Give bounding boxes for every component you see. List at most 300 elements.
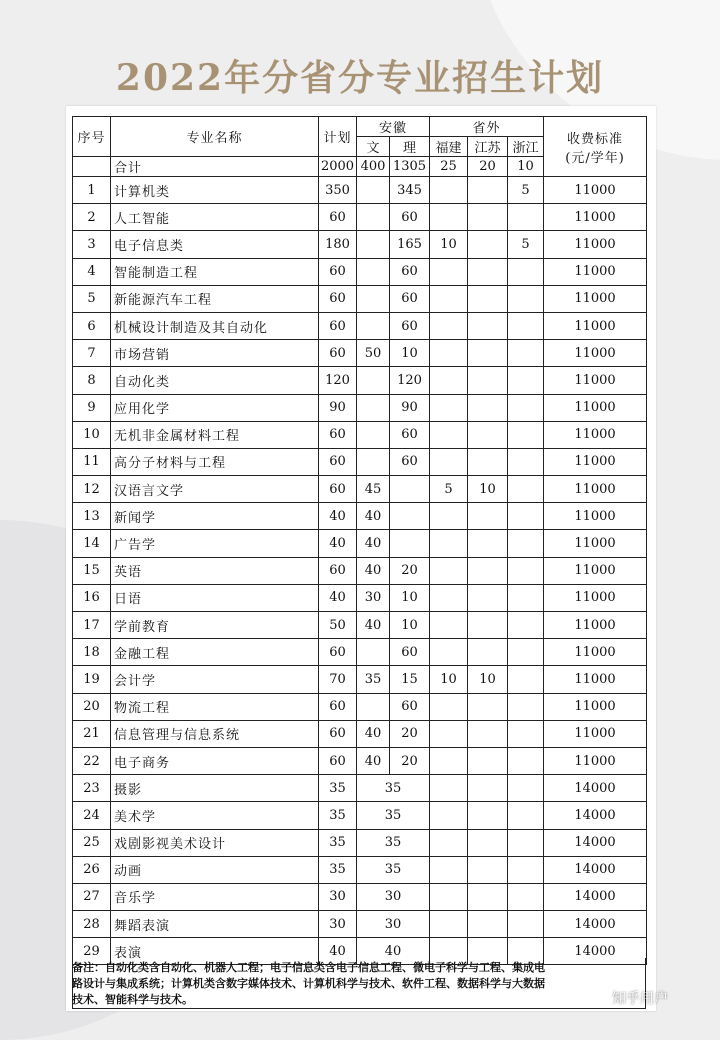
row-fee: 11000 (544, 584, 647, 611)
row-zhejiang (508, 883, 544, 910)
table-row (73, 312, 647, 339)
header-outside: 省外 (430, 117, 544, 137)
row-plan: 30 (319, 911, 357, 938)
row-fujian: 10 (430, 666, 468, 693)
row-plan: 60 (319, 693, 357, 720)
row-fujian (430, 720, 468, 747)
row-fee: 14000 (544, 883, 647, 910)
row-seq: 18 (73, 639, 111, 666)
row-fee: 11000 (544, 639, 647, 666)
table-row (73, 666, 647, 693)
row-fujian (430, 747, 468, 774)
row-fee: 11000 (544, 612, 647, 639)
row-seq: 25 (73, 829, 111, 856)
row-seq: 13 (73, 503, 111, 530)
row-fee: 11000 (544, 340, 647, 367)
row-jiangsu (468, 693, 508, 720)
row-fujian (430, 911, 468, 938)
notes-line: 备注：自动化类含自动化、机器人工程；电子信息类含电子信息工程、微电子科学与工程、集成电 (72, 961, 545, 974)
row-seq: 24 (73, 802, 111, 829)
row-seq: 22 (73, 747, 111, 774)
row-plan: 40 (319, 503, 357, 530)
row-li: 60 (390, 448, 430, 475)
table-row (73, 285, 647, 312)
row-zhejiang (508, 367, 544, 394)
row-anhui-combined: 30 (357, 911, 430, 938)
row-plan: 60 (319, 204, 357, 231)
row-jiangsu: 10 (468, 476, 508, 503)
row-anhui-combined: 30 (357, 883, 430, 910)
row-fee: 11000 (544, 747, 647, 774)
row-plan: 350 (319, 177, 357, 204)
row-wen: 40 (357, 747, 390, 774)
row-wen (357, 693, 390, 720)
row-plan: 60 (319, 340, 357, 367)
row-plan: 60 (319, 312, 357, 339)
row-wen (357, 204, 390, 231)
row-plan: 40 (319, 584, 357, 611)
row-major-name: 音乐学 (111, 883, 319, 910)
row-fee: 14000 (544, 911, 647, 938)
row-major-name: 日语 (111, 584, 319, 611)
table-row (73, 476, 647, 503)
header-anhui: 安徽 (357, 117, 430, 137)
totals-plan: 2000 (319, 157, 357, 177)
table-row (73, 802, 647, 829)
row-fee: 11000 (544, 231, 647, 258)
row-seq: 29 (73, 938, 111, 965)
row-major-name: 英语 (111, 557, 319, 584)
row-plan: 35 (319, 775, 357, 802)
row-seq: 8 (73, 367, 111, 394)
row-zhejiang (508, 720, 544, 747)
row-zhejiang (508, 394, 544, 421)
row-zhejiang (508, 503, 544, 530)
row-plan: 35 (319, 829, 357, 856)
enrollment-plan-table (72, 116, 647, 965)
header-seq: 序号 (73, 117, 111, 157)
row-fujian (430, 394, 468, 421)
row-fujian (430, 285, 468, 312)
table-row (73, 557, 647, 584)
row-jiangsu (468, 177, 508, 204)
row-seq: 2 (73, 204, 111, 231)
row-jiangsu (468, 747, 508, 774)
row-anhui-combined: 35 (357, 775, 430, 802)
row-major-name: 电子信息类 (111, 231, 319, 258)
row-wen: 40 (357, 503, 390, 530)
row-wen (357, 367, 390, 394)
row-fee: 11000 (544, 312, 647, 339)
row-fee: 11000 (544, 394, 647, 421)
table-row (73, 503, 647, 530)
row-jiangsu (468, 503, 508, 530)
table-row (73, 911, 647, 938)
table-row (73, 856, 647, 883)
row-wen: 40 (357, 612, 390, 639)
row-major-name: 戏剧影视美术设计 (111, 829, 319, 856)
row-wen (357, 312, 390, 339)
row-li: 20 (390, 720, 430, 747)
row-seq: 6 (73, 312, 111, 339)
row-plan: 60 (319, 448, 357, 475)
row-zhejiang (508, 747, 544, 774)
row-fujian (430, 775, 468, 802)
row-fee: 11000 (544, 421, 647, 448)
row-fee: 11000 (544, 204, 647, 231)
row-anhui-combined: 35 (357, 802, 430, 829)
row-fujian (430, 448, 468, 475)
row-wen (357, 394, 390, 421)
row-fee: 11000 (544, 720, 647, 747)
row-jiangsu (468, 639, 508, 666)
row-fujian (430, 584, 468, 611)
row-zhejiang: 5 (508, 177, 544, 204)
row-zhejiang (508, 829, 544, 856)
row-major-name: 学前教育 (111, 612, 319, 639)
row-major-name: 无机非金属材料工程 (111, 421, 319, 448)
row-li: 10 (390, 612, 430, 639)
table-row (73, 584, 647, 611)
row-fujian (430, 421, 468, 448)
row-seq: 20 (73, 693, 111, 720)
notes (72, 960, 642, 1008)
row-seq: 17 (73, 612, 111, 639)
row-zhejiang (508, 312, 544, 339)
row-zhejiang (508, 421, 544, 448)
totals-label: 合计 (111, 157, 319, 177)
row-zhejiang (508, 775, 544, 802)
row-wen (357, 231, 390, 258)
header-plan: 计划 (319, 117, 357, 157)
row-jiangsu (468, 258, 508, 285)
row-jiangsu (468, 829, 508, 856)
row-zhejiang (508, 258, 544, 285)
row-jiangsu (468, 285, 508, 312)
row-fujian (430, 883, 468, 910)
table-row (73, 367, 647, 394)
header-jiangsu: 江苏 (468, 137, 508, 157)
header-fujian: 福建 (430, 137, 468, 157)
row-zhejiang (508, 856, 544, 883)
row-fee: 11000 (544, 693, 647, 720)
row-major-name: 信息管理与信息系统 (111, 720, 319, 747)
row-fujian (430, 612, 468, 639)
row-seq: 3 (73, 231, 111, 258)
table-row (73, 204, 647, 231)
row-fujian (430, 312, 468, 339)
row-li: 15 (390, 666, 430, 693)
row-plan: 120 (319, 367, 357, 394)
row-li: 60 (390, 258, 430, 285)
row-plan: 60 (319, 557, 357, 584)
row-li: 60 (390, 285, 430, 312)
row-major-name: 新能源汽车工程 (111, 285, 319, 312)
totals-zhejiang: 10 (508, 157, 544, 177)
row-plan: 70 (319, 666, 357, 693)
row-fujian (430, 829, 468, 856)
notes-line: 技术、智能科学与技术。 (72, 993, 193, 1006)
row-plan: 60 (319, 639, 357, 666)
row-jiangsu (468, 883, 508, 910)
row-jiangsu (468, 584, 508, 611)
table-row (73, 177, 647, 204)
totals-wen: 400 (357, 157, 390, 177)
header-li: 理 (390, 137, 430, 157)
table-row (73, 747, 647, 774)
row-seq: 16 (73, 584, 111, 611)
row-major-name: 市场营销 (111, 340, 319, 367)
row-fee: 14000 (544, 775, 647, 802)
row-li: 20 (390, 747, 430, 774)
header-fee-line1: 收费标准 (567, 131, 624, 147)
row-wen (357, 258, 390, 285)
row-fujian (430, 340, 468, 367)
row-wen: 50 (357, 340, 390, 367)
row-zhejiang (508, 530, 544, 557)
row-seq: 10 (73, 421, 111, 448)
row-wen: 45 (357, 476, 390, 503)
row-anhui-combined: 35 (357, 829, 430, 856)
table-row (73, 829, 647, 856)
row-zhejiang (508, 802, 544, 829)
row-fee: 14000 (544, 938, 647, 965)
row-fujian (430, 258, 468, 285)
row-seq: 7 (73, 340, 111, 367)
row-plan: 60 (319, 421, 357, 448)
row-fee: 11000 (544, 448, 647, 475)
row-major-name: 摄影 (111, 775, 319, 802)
row-major-name: 自动化类 (111, 367, 319, 394)
row-anhui-combined: 35 (357, 856, 430, 883)
row-li: 20 (390, 557, 430, 584)
row-li (390, 476, 430, 503)
row-zhejiang (508, 639, 544, 666)
row-jiangsu (468, 394, 508, 421)
table-row (73, 340, 647, 367)
row-major-name: 美术学 (111, 802, 319, 829)
row-jiangsu: 10 (468, 666, 508, 693)
row-fujian (430, 856, 468, 883)
row-zhejiang (508, 911, 544, 938)
table-row (73, 394, 647, 421)
row-wen: 30 (357, 584, 390, 611)
row-li: 60 (390, 639, 430, 666)
row-jiangsu (468, 911, 508, 938)
row-jiangsu (468, 530, 508, 557)
row-seq: 1 (73, 177, 111, 204)
row-plan: 40 (319, 938, 357, 965)
table-row (73, 720, 647, 747)
row-fee: 11000 (544, 666, 647, 693)
row-li: 10 (390, 584, 430, 611)
row-fujian (430, 693, 468, 720)
row-seq: 4 (73, 258, 111, 285)
row-fee: 11000 (544, 476, 647, 503)
row-plan: 60 (319, 720, 357, 747)
row-major-name: 高分子材料与工程 (111, 448, 319, 475)
row-li (390, 530, 430, 557)
row-jiangsu (468, 340, 508, 367)
row-li: 165 (390, 231, 430, 258)
row-major-name: 电子商务 (111, 747, 319, 774)
row-major-name: 舞蹈表演 (111, 911, 319, 938)
row-plan: 90 (319, 394, 357, 421)
row-jiangsu (468, 720, 508, 747)
row-zhejiang: 5 (508, 231, 544, 258)
row-fujian: 10 (430, 231, 468, 258)
row-seq: 19 (73, 666, 111, 693)
table-row (73, 693, 647, 720)
row-zhejiang (508, 612, 544, 639)
row-wen: 40 (357, 720, 390, 747)
row-fee: 11000 (544, 177, 647, 204)
row-fujian: 5 (430, 476, 468, 503)
row-jiangsu (468, 204, 508, 231)
row-major-name: 金融工程 (111, 639, 319, 666)
row-major-name: 动画 (111, 856, 319, 883)
row-wen (357, 177, 390, 204)
row-fujian (430, 802, 468, 829)
row-plan: 60 (319, 747, 357, 774)
row-major-name: 计算机类 (111, 177, 319, 204)
table-row (73, 883, 647, 910)
row-zhejiang (508, 693, 544, 720)
row-seq: 26 (73, 856, 111, 883)
row-plan: 35 (319, 856, 357, 883)
row-zhejiang (508, 476, 544, 503)
row-seq: 9 (73, 394, 111, 421)
row-jiangsu (468, 856, 508, 883)
row-seq: 12 (73, 476, 111, 503)
totals-seq (73, 157, 111, 177)
row-zhejiang (508, 340, 544, 367)
row-zhejiang (508, 448, 544, 475)
row-major-name: 会计学 (111, 666, 319, 693)
row-jiangsu (468, 448, 508, 475)
row-fee: 11000 (544, 530, 647, 557)
row-major-name: 人工智能 (111, 204, 319, 231)
watermark: 知乎用户 (612, 991, 668, 1007)
row-seq: 5 (73, 285, 111, 312)
row-seq: 11 (73, 448, 111, 475)
table-row (73, 612, 647, 639)
table-row (73, 448, 647, 475)
row-plan: 35 (319, 802, 357, 829)
row-jiangsu (468, 421, 508, 448)
row-wen: 35 (357, 666, 390, 693)
row-major-name: 表演 (111, 938, 319, 965)
row-fee: 11000 (544, 285, 647, 312)
row-fujian (430, 503, 468, 530)
row-wen (357, 421, 390, 448)
header-fee (544, 117, 647, 177)
row-zhejiang (508, 204, 544, 231)
row-jiangsu (468, 231, 508, 258)
row-zhejiang (508, 666, 544, 693)
row-fee: 11000 (544, 503, 647, 530)
row-major-name: 物流工程 (111, 693, 319, 720)
row-major-name: 广告学 (111, 530, 319, 557)
row-wen: 40 (357, 530, 390, 557)
row-plan: 50 (319, 612, 357, 639)
row-major-name: 机械设计制造及其自动化 (111, 312, 319, 339)
row-li: 90 (390, 394, 430, 421)
row-seq: 14 (73, 530, 111, 557)
table-row (73, 530, 647, 557)
totals-fujian: 25 (430, 157, 468, 177)
row-zhejiang (508, 285, 544, 312)
row-fee: 14000 (544, 829, 647, 856)
row-zhejiang (508, 584, 544, 611)
row-wen (357, 639, 390, 666)
row-seq: 15 (73, 557, 111, 584)
table-row (73, 258, 647, 285)
row-zhejiang (508, 557, 544, 584)
table-row (73, 231, 647, 258)
row-fujian (430, 639, 468, 666)
row-plan: 180 (319, 231, 357, 258)
row-anhui-combined: 40 (357, 938, 430, 965)
row-major-name: 智能制造工程 (111, 258, 319, 285)
page-title: 2022年分省分专业招生计划 (115, 57, 605, 99)
header-major: 专业名称 (111, 117, 319, 157)
totals-li: 1305 (390, 157, 430, 177)
row-wen: 40 (357, 557, 390, 584)
row-plan: 40 (319, 530, 357, 557)
row-li: 60 (390, 421, 430, 448)
table-row (73, 775, 647, 802)
header-fee-line2: (元/学年) (565, 150, 625, 166)
row-seq: 23 (73, 775, 111, 802)
row-fee: 11000 (544, 557, 647, 584)
row-jiangsu (468, 775, 508, 802)
header-zhejiang: 浙江 (508, 137, 544, 157)
row-li: 10 (390, 340, 430, 367)
row-fujian (430, 530, 468, 557)
row-fee: 11000 (544, 367, 647, 394)
row-seq: 28 (73, 911, 111, 938)
row-jiangsu (468, 367, 508, 394)
row-fee: 14000 (544, 856, 647, 883)
row-plan: 30 (319, 883, 357, 910)
row-li: 60 (390, 693, 430, 720)
row-wen (357, 285, 390, 312)
row-jiangsu (468, 312, 508, 339)
row-fee: 14000 (544, 802, 647, 829)
row-plan: 60 (319, 258, 357, 285)
row-li: 120 (390, 367, 430, 394)
row-fujian (430, 557, 468, 584)
row-li: 345 (390, 177, 430, 204)
row-fujian (430, 367, 468, 394)
row-plan: 60 (319, 285, 357, 312)
row-major-name: 新闻学 (111, 503, 319, 530)
row-jiangsu (468, 612, 508, 639)
totals-jiangsu: 20 (468, 157, 508, 177)
row-fujian (430, 204, 468, 231)
row-major-name: 汉语言文学 (111, 476, 319, 503)
row-fee: 11000 (544, 258, 647, 285)
notes-line: 路设计与集成系统；计算机类含数字媒体技术、计算机科学与技术、软件工程、数据科学与大数据 (72, 977, 545, 990)
row-jiangsu (468, 557, 508, 584)
row-major-name: 应用化学 (111, 394, 319, 421)
header-wen: 文 (357, 137, 390, 157)
row-wen (357, 448, 390, 475)
row-seq: 21 (73, 720, 111, 747)
row-li: 60 (390, 312, 430, 339)
row-jiangsu (468, 802, 508, 829)
